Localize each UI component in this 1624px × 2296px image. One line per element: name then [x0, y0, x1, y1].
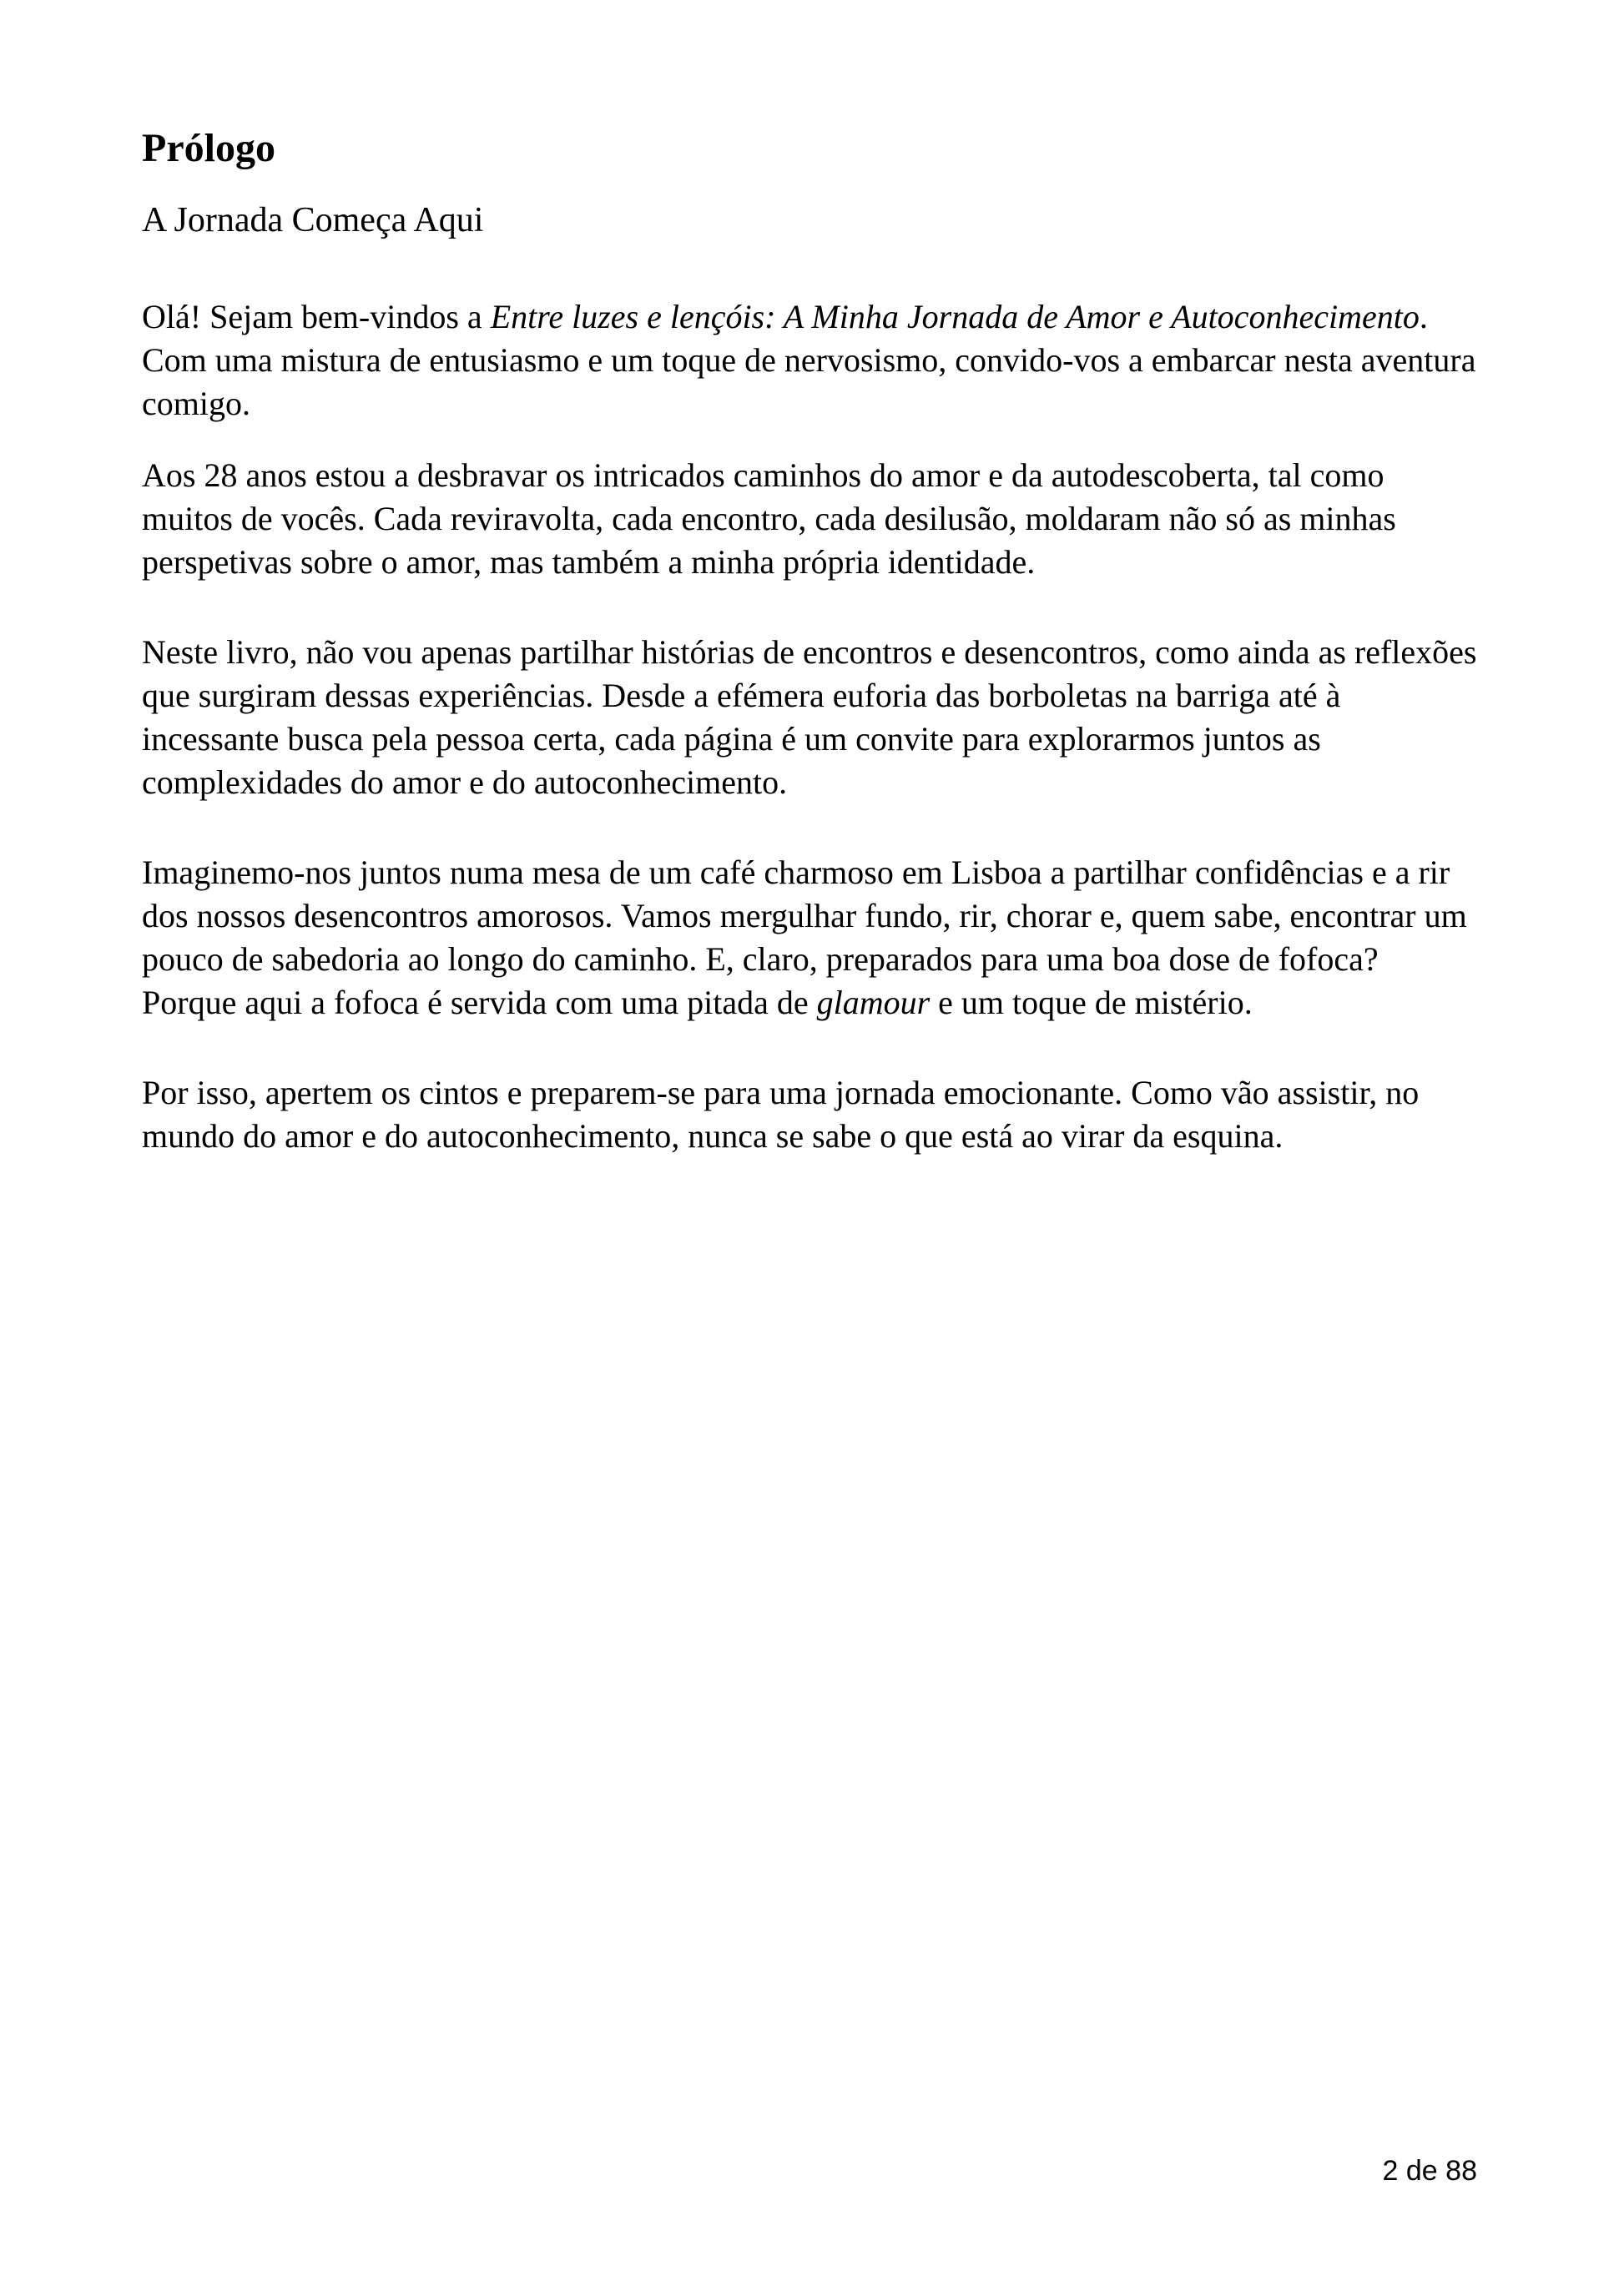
chapter-heading: Prólogo [142, 126, 275, 170]
italic-text-run: Entre luzes e lençóis: A Minha Jornada de Amor e Autoconhecimento [490, 298, 1420, 335]
text-run: Imaginemo-nos juntos numa mesa de um café charmoso em Lisboa a partilhar confidências e a rir dos nossos desencontros amorosos. Vamos mergulhar fundo, rir, chorar e, quem sabe, encontrar um pouco de sabedoria ao longo do caminho. E, claro, preparados para uma boa dose de fofoca? Porque aqui a fofoca é servida com uma pitada de [142, 853, 1467, 1021]
paragraph [142, 454, 1477, 584]
page-number-indicator: 2 de 88 [1382, 2155, 1477, 2187]
text-run: Aos 28 anos estou a desbravar os intricados caminhos do amor e da autodescoberta, tal como muitos de vocês. Cada reviravolta, cada encontro, cada desilusão, moldaram não só as minhas perspetivas sobre o amor, mas também a minha própria identidade. [142, 456, 1396, 581]
text-run: e um toque de mistério. [930, 984, 1253, 1021]
italic-text-run: glamour [816, 984, 931, 1021]
text-run: Por isso, apertem os cintos e preparem-se para uma jornada emocionante. Como vão assistir, no mundo do amor e do autoconhecimento, nunca se sabe o que está ao virar da esquina. [142, 1074, 1420, 1155]
paragraph [142, 1071, 1477, 1158]
body-text [142, 295, 1477, 1158]
text-run: Olá! Sejam bem-vindos a [142, 298, 491, 335]
paragraph [142, 631, 1477, 804]
paragraph [142, 851, 1477, 1025]
text-run: Neste livro, não vou apenas partilhar histórias de encontros e desencontros, como ainda as reflexões que surgiram dessas experiências. Desde a efémera euforia das borboletas na barriga até à incessante busca pela pessoa certa, cada página é um convite para explorarmos juntos as complexidades do amor e do autoconhecimento. [142, 633, 1477, 801]
text-run: . Com uma mistura de entusiasmo e um toque de nervosismo, convido-vos a embarcar nesta aventura comigo. [142, 298, 1476, 422]
page-footer [1383, 2154, 1477, 2188]
paragraph [142, 295, 1477, 425]
chapter-subtitle: A Jornada Começa Aqui [142, 201, 484, 239]
